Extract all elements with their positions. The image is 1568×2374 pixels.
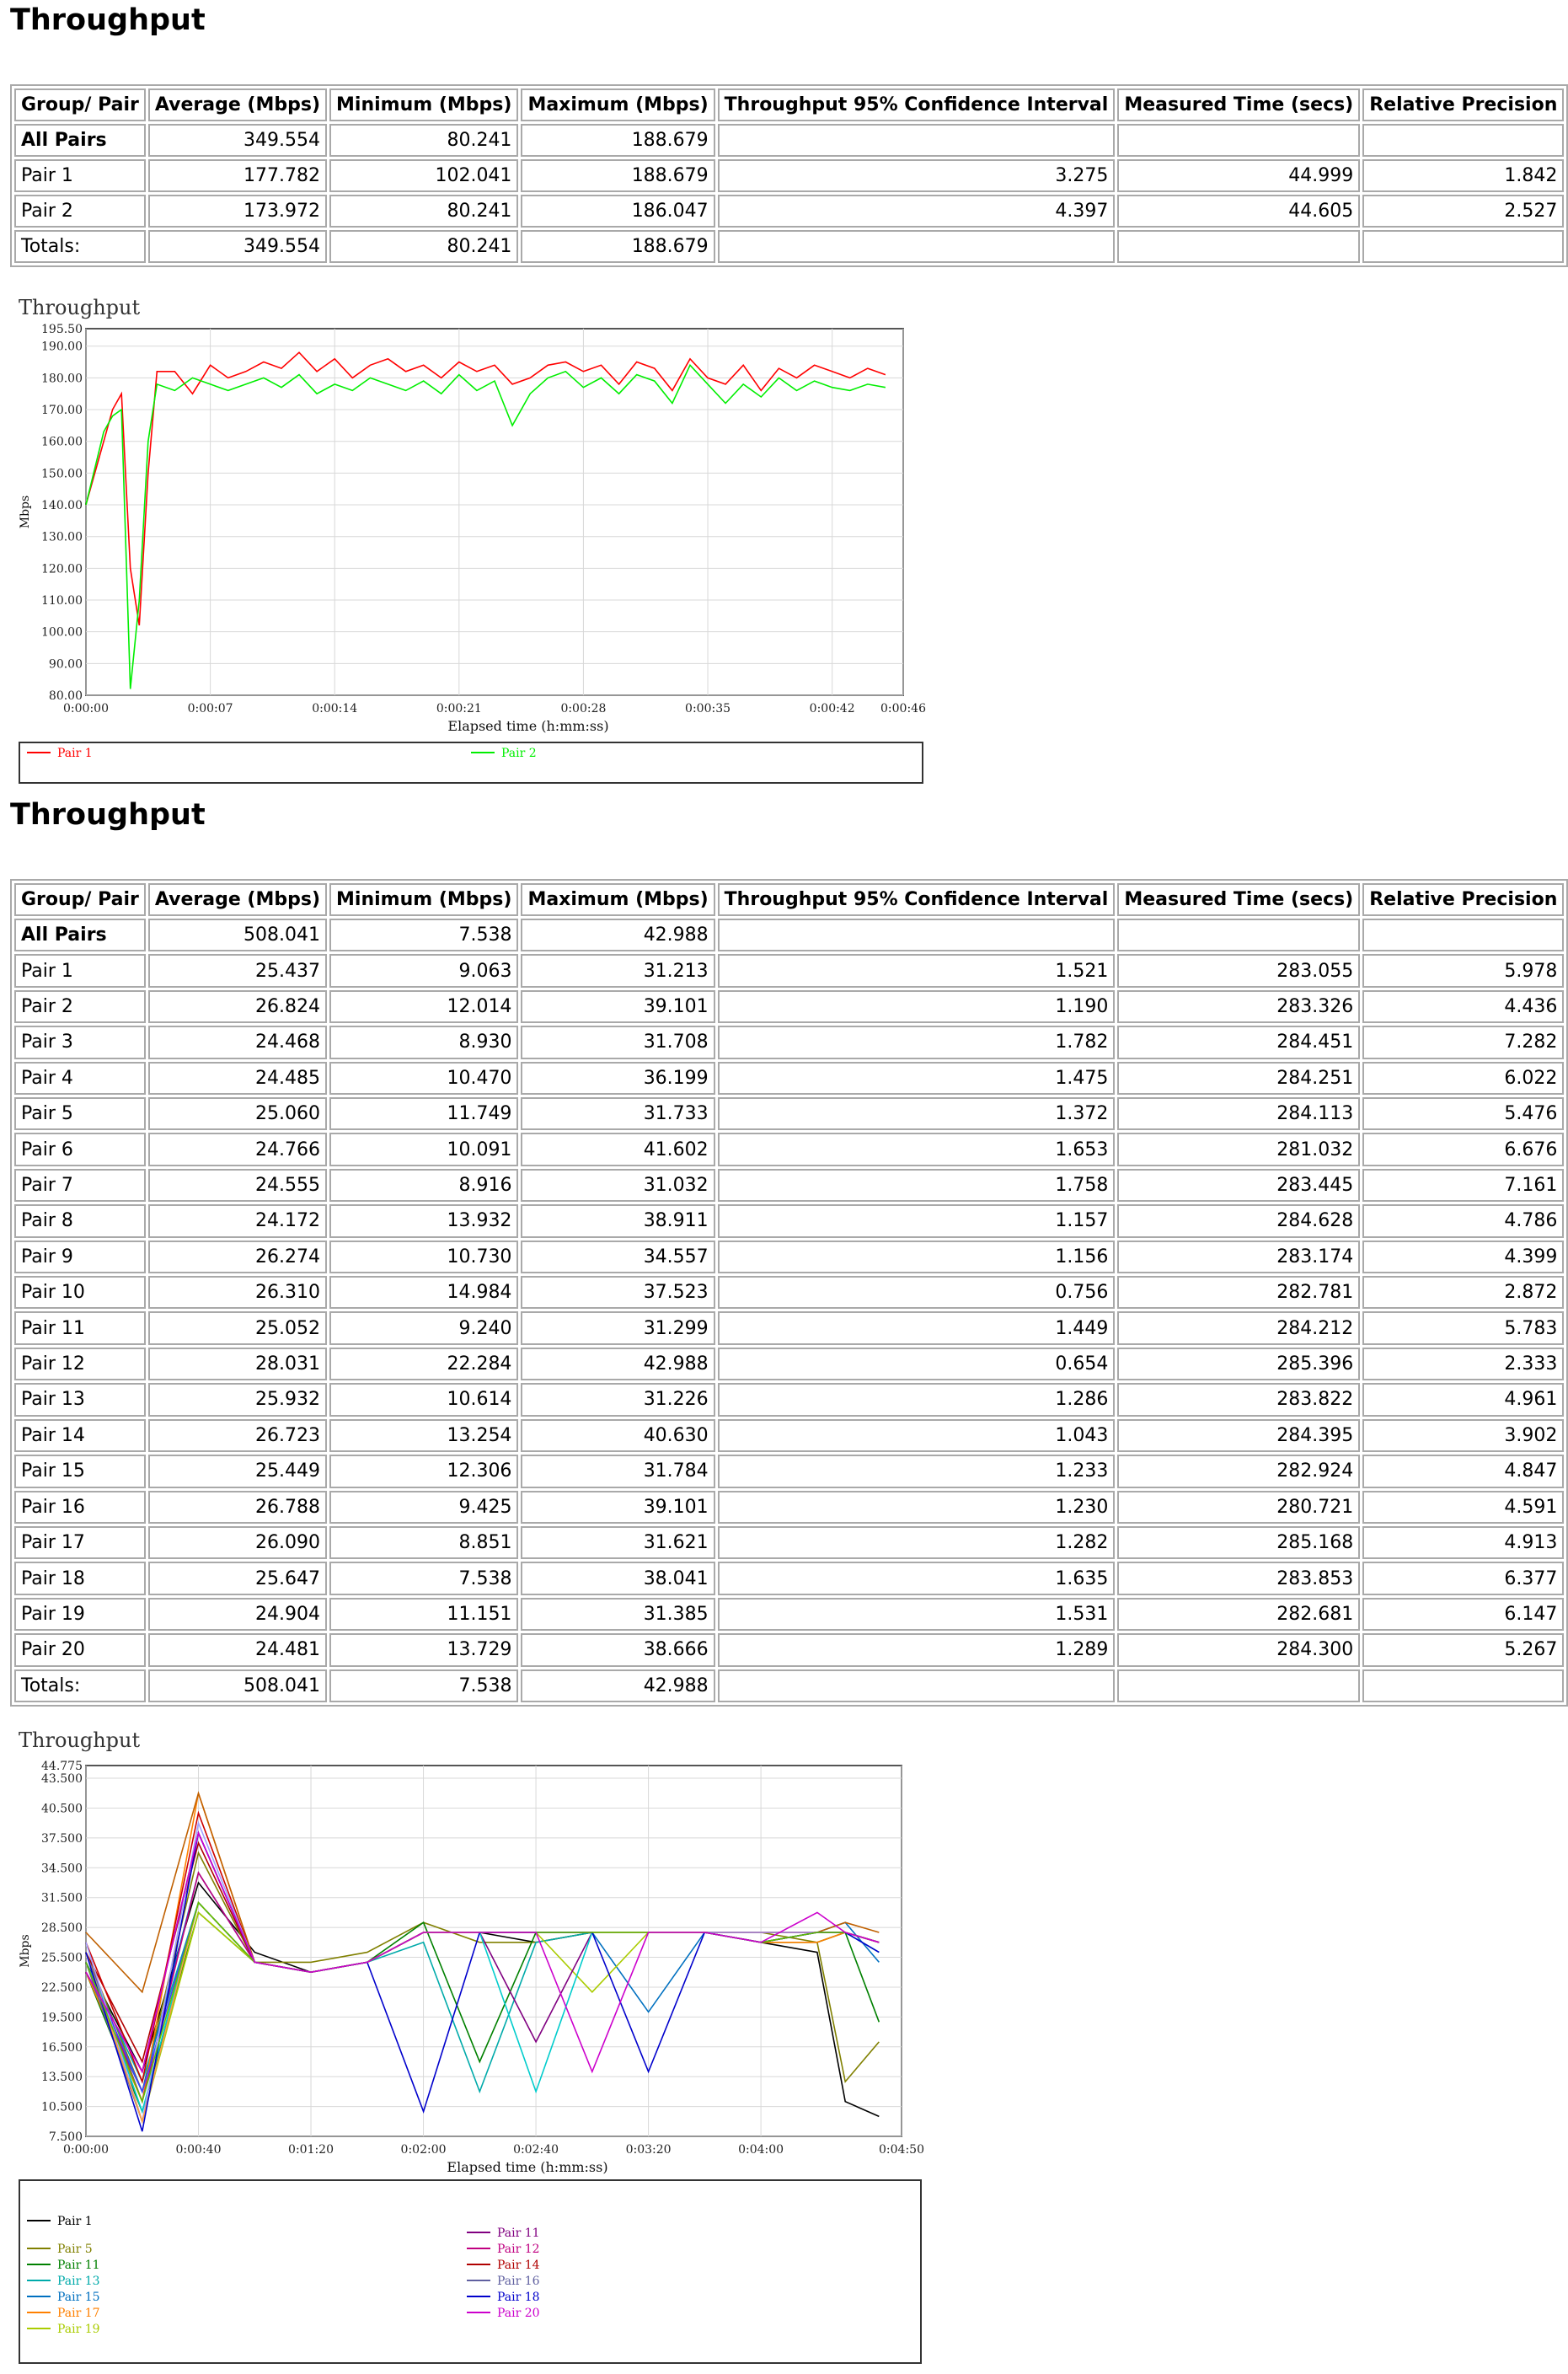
row-label: All Pairs (14, 919, 146, 951)
table-cell: 24.481 (148, 1633, 327, 1666)
y-tick-label: 31.500 (41, 1891, 83, 1905)
table-cell: 42.988 (521, 919, 714, 951)
row-label: Pair 2 (14, 195, 146, 228)
table-cell: 1.653 (718, 1133, 1116, 1166)
y-tick-label: 37.500 (41, 1831, 83, 1846)
table-cell: 282.924 (1117, 1455, 1360, 1487)
table-cell: 284.451 (1117, 1026, 1360, 1058)
table-cell: 4.436 (1362, 990, 1564, 1023)
table-cell: 177.782 (148, 159, 327, 192)
table-cell: 4.913 (1362, 1526, 1564, 1559)
table-cell: 349.554 (148, 124, 327, 157)
table-cell: 7.538 (329, 919, 518, 951)
chart2-legend (19, 2179, 922, 2364)
y-axis-label: Mbps (19, 495, 32, 529)
table-cell: 1.282 (718, 1526, 1116, 1559)
table-cell: 282.781 (1117, 1276, 1360, 1309)
table-row (14, 1633, 1564, 1666)
table-cell: 13.729 (329, 1633, 518, 1666)
table-cell: 31.226 (521, 1383, 714, 1416)
table-cell: 1.190 (718, 990, 1116, 1023)
table-cell: 1.157 (718, 1204, 1116, 1237)
table-cell: 11.749 (329, 1097, 518, 1130)
table-cell: 24.904 (148, 1598, 327, 1631)
table-cell: 1.289 (718, 1633, 1116, 1666)
table-cell: 284.113 (1117, 1097, 1360, 1130)
table-cell: 1.156 (718, 1241, 1116, 1273)
table-cell: 7.161 (1362, 1169, 1564, 1202)
column-header: Measured Time (secs) (1117, 88, 1360, 121)
table-cell: 31.621 (521, 1526, 714, 1559)
table-cell: 1.782 (718, 1026, 1116, 1058)
table-cell: 80.241 (329, 195, 518, 228)
table-cell (718, 919, 1116, 951)
table-cell: 10.614 (329, 1383, 518, 1416)
table-cell (1362, 124, 1564, 157)
table-cell (718, 1669, 1116, 1702)
x-tick-label: 0:04:50 (879, 2143, 924, 2157)
row-label: Pair 9 (14, 1241, 146, 1273)
table-row (14, 1419, 1564, 1452)
y-tick-label: 10.500 (41, 2100, 83, 2114)
x-axis-label: Elapsed time (h:mm:ss) (447, 718, 609, 734)
throughput-chart-1 (0, 291, 935, 784)
table-cell: 283.853 (1117, 1562, 1360, 1594)
row-label: Totals: (14, 230, 146, 263)
results-table-1 (10, 84, 1568, 267)
table-row (14, 124, 1564, 157)
table-cell: 0.654 (718, 1348, 1116, 1380)
table-cell: 1.286 (718, 1383, 1116, 1416)
row-label: Pair 1 (14, 159, 146, 192)
table-row (14, 1491, 1564, 1524)
column-header: Group/ Pair (14, 88, 146, 121)
row-label: All Pairs (14, 124, 146, 157)
x-tick-label: 0:00:00 (63, 702, 109, 715)
y-tick-label: 22.500 (41, 1980, 83, 1995)
column-header: Group/ Pair (14, 883, 146, 916)
table-row (14, 159, 1564, 192)
table-cell: 6.022 (1362, 1062, 1564, 1095)
table-cell: 5.783 (1362, 1311, 1564, 1344)
row-label: Pair 1 (14, 954, 146, 987)
row-label: Pair 3 (14, 1026, 146, 1058)
table-row (14, 230, 1564, 263)
table-row (14, 1598, 1564, 1631)
chart-title: Throughput (19, 296, 141, 319)
table-cell: 284.628 (1117, 1204, 1360, 1237)
table-cell: 24.468 (148, 1026, 327, 1058)
table-cell: 508.041 (148, 919, 327, 951)
legend-label: Pair 1 (57, 747, 93, 760)
table-cell: 22.284 (329, 1348, 518, 1380)
table-cell: 1.043 (718, 1419, 1116, 1452)
table-cell: 9.063 (329, 954, 518, 987)
table-cell: 2.872 (1362, 1276, 1564, 1309)
x-tick-label: 0:00:28 (560, 702, 607, 715)
table-cell: 6.147 (1362, 1598, 1564, 1631)
y-tick-label: 34.500 (41, 1862, 83, 1876)
x-tick-label: 0:00:07 (187, 702, 233, 715)
y-tick-label: 40.500 (41, 1802, 83, 1816)
table-row (14, 954, 1564, 987)
section2-heading: Throughput (10, 798, 206, 832)
table-cell (1117, 919, 1360, 951)
legend-label: Pair 11 (497, 2227, 540, 2240)
table-cell: 5.978 (1362, 954, 1564, 987)
table-cell: 8.851 (329, 1526, 518, 1559)
column-header: Maximum (Mbps) (521, 88, 714, 121)
table-cell: 10.730 (329, 1241, 518, 1273)
row-label: Pair 2 (14, 990, 146, 1023)
table-cell: 10.091 (329, 1133, 518, 1166)
table-cell: 39.101 (521, 990, 714, 1023)
table-row (14, 1311, 1564, 1344)
x-tick-label: 0:03:20 (625, 2143, 672, 2157)
row-label: Pair 20 (14, 1633, 146, 1666)
column-header: Throughput 95% Confidence Interval (718, 883, 1116, 916)
y-top-label: 44.775 (41, 1760, 83, 1773)
table-row (14, 1348, 1564, 1380)
table-cell: 188.679 (521, 159, 714, 192)
y-tick-label: 19.500 (41, 2011, 83, 2025)
table-cell: 41.602 (521, 1133, 714, 1166)
table-cell: 2.527 (1362, 195, 1564, 228)
legend-label: Pair 17 (57, 2307, 100, 2320)
table-cell: 283.174 (1117, 1241, 1360, 1273)
table-row (14, 1062, 1564, 1095)
x-tick-label: 0:01:20 (288, 2143, 334, 2157)
table-cell: 36.199 (521, 1062, 714, 1095)
legend-label: Pair 18 (497, 2291, 540, 2304)
legend-label: Pair 14 (497, 2259, 540, 2272)
column-header: Throughput 95% Confidence Interval (718, 88, 1116, 121)
table-cell: 4.591 (1362, 1491, 1564, 1524)
table-cell: 285.396 (1117, 1348, 1360, 1380)
table-cell (1362, 1669, 1564, 1702)
y-tick-label: 190.00 (41, 340, 83, 354)
table-cell: 1.531 (718, 1598, 1116, 1631)
table-row (14, 195, 1564, 228)
section1-heading: Throughput (10, 3, 206, 37)
column-header: Maximum (Mbps) (521, 883, 714, 916)
row-label: Pair 11 (14, 1311, 146, 1344)
table-cell: 4.786 (1362, 1204, 1564, 1237)
row-label: Pair 13 (14, 1383, 146, 1416)
legend-label: Pair 2 (501, 747, 537, 760)
table-cell: 11.151 (329, 1598, 518, 1631)
table-row (14, 1455, 1564, 1487)
table-cell: 37.523 (521, 1276, 714, 1309)
table-cell: 5.476 (1362, 1097, 1564, 1130)
table-cell: 3.275 (718, 159, 1116, 192)
table-cell: 6.676 (1362, 1133, 1564, 1166)
table-cell (718, 230, 1116, 263)
x-tick-label: 0:00:46 (880, 702, 926, 715)
y-top-label: 195.50 (41, 323, 83, 336)
table-cell: 13.932 (329, 1204, 518, 1237)
column-header: Minimum (Mbps) (329, 883, 518, 916)
table-cell: 13.254 (329, 1419, 518, 1452)
table-cell: 31.032 (521, 1169, 714, 1202)
table-cell: 12.306 (329, 1455, 518, 1487)
table-cell: 284.251 (1117, 1062, 1360, 1095)
table-cell: 8.930 (329, 1026, 518, 1058)
y-tick-label: 43.500 (41, 1772, 83, 1787)
row-label: Pair 12 (14, 1348, 146, 1380)
chart1-legend-svg (20, 743, 922, 782)
column-header: Measured Time (secs) (1117, 883, 1360, 916)
table-cell: 10.470 (329, 1062, 518, 1095)
table-row (14, 1097, 1564, 1130)
row-label: Pair 19 (14, 1598, 146, 1631)
table-cell: 102.041 (329, 159, 518, 192)
column-header: Minimum (Mbps) (329, 88, 518, 121)
legend-label: Pair 15 (57, 2291, 100, 2304)
table-cell: 26.723 (148, 1419, 327, 1452)
table-cell: 1.372 (718, 1097, 1116, 1130)
table-cell: 2.333 (1362, 1348, 1564, 1380)
table-cell (1117, 1669, 1360, 1702)
table-cell: 283.055 (1117, 954, 1360, 987)
table-row (14, 1562, 1564, 1594)
table-row (14, 1169, 1564, 1202)
y-tick-label: 180.00 (41, 372, 83, 386)
x-tick-label: 0:00:14 (312, 702, 358, 715)
chart2-area (0, 1723, 935, 2178)
table-row (14, 919, 1564, 951)
y-tick-label: 170.00 (41, 404, 83, 418)
table-row (14, 1241, 1564, 1273)
table-cell: 80.241 (329, 230, 518, 263)
table-cell (1362, 919, 1564, 951)
table-cell: 38.041 (521, 1562, 714, 1594)
legend-label: Pair 5 (57, 2243, 93, 2256)
table-cell: 12.014 (329, 990, 518, 1023)
legend-label: Pair 16 (497, 2275, 540, 2288)
chart1-legend (19, 742, 923, 784)
y-tick-label: 150.00 (41, 467, 83, 481)
results-table-2 (10, 879, 1568, 1707)
table-cell: 1.233 (718, 1455, 1116, 1487)
table-cell: 31.733 (521, 1097, 714, 1130)
y-tick-label: 110.00 (41, 594, 83, 608)
table-cell: 28.031 (148, 1348, 327, 1380)
table-cell: 44.999 (1117, 159, 1360, 192)
table-cell: 1.230 (718, 1491, 1116, 1524)
table-cell: 31.708 (521, 1026, 714, 1058)
column-header: Average (Mbps) (148, 883, 327, 916)
legend-label: Pair 1 (57, 2215, 93, 2228)
table-cell (1117, 230, 1360, 263)
table-cell: 25.449 (148, 1455, 327, 1487)
y-tick-label: 25.500 (41, 1951, 83, 1965)
table-cell: 1.449 (718, 1311, 1116, 1344)
table-cell: 1.475 (718, 1062, 1116, 1095)
table-cell: 1.521 (718, 954, 1116, 987)
table-cell (1117, 124, 1360, 157)
chart1-area (0, 291, 935, 784)
y-tick-label: 13.500 (41, 2071, 83, 2085)
table-row (14, 1669, 1564, 1702)
x-tick-label: 0:00:35 (685, 702, 731, 715)
table-cell: 26.824 (148, 990, 327, 1023)
table-cell: 44.605 (1117, 195, 1360, 228)
table-cell: 4.847 (1362, 1455, 1564, 1487)
y-tick-label: 100.00 (41, 625, 83, 640)
table-cell: 5.267 (1362, 1633, 1564, 1666)
column-header: Relative Precision (1362, 88, 1564, 121)
y-tick-label: 80.00 (48, 689, 83, 703)
legend-label: Pair 11 (57, 2259, 100, 2272)
y-axis-label: Mbps (19, 1934, 32, 1968)
table-cell: 34.557 (521, 1241, 714, 1273)
chart-title: Throughput (19, 1728, 141, 1752)
table-row (14, 1026, 1564, 1058)
row-label: Pair 15 (14, 1455, 146, 1487)
table-cell: 31.385 (521, 1598, 714, 1631)
table-cell: 9.240 (329, 1311, 518, 1344)
table-cell: 4.399 (1362, 1241, 1564, 1273)
table-cell: 282.681 (1117, 1598, 1360, 1631)
table-cell: 25.932 (148, 1383, 327, 1416)
table-row (14, 990, 1564, 1023)
column-header: Average (Mbps) (148, 88, 327, 121)
table-cell: 8.916 (329, 1169, 518, 1202)
table-cell: 6.377 (1362, 1562, 1564, 1594)
row-label: Pair 7 (14, 1169, 146, 1202)
column-header: Relative Precision (1362, 883, 1564, 916)
table-cell: 24.172 (148, 1204, 327, 1237)
table-cell: 7.282 (1362, 1026, 1564, 1058)
table-cell: 7.538 (329, 1669, 518, 1702)
table-cell: 31.299 (521, 1311, 714, 1344)
table-cell: 24.555 (148, 1169, 327, 1202)
table-cell: 1.635 (718, 1562, 1116, 1594)
row-label: Pair 5 (14, 1097, 146, 1130)
table-cell: 38.666 (521, 1633, 714, 1666)
table-cell: 26.090 (148, 1526, 327, 1559)
table-cell: 284.300 (1117, 1633, 1360, 1666)
legend-label: Pair 12 (497, 2243, 540, 2256)
table-cell: 24.766 (148, 1133, 327, 1166)
y-tick-label: 120.00 (41, 562, 83, 576)
x-axis-label: Elapsed time (h:mm:ss) (447, 2159, 608, 2175)
table-cell: 349.554 (148, 230, 327, 263)
table-row (14, 1526, 1564, 1559)
x-tick-label: 0:00:00 (63, 2143, 109, 2157)
table-cell: 25.437 (148, 954, 327, 987)
x-tick-label: 0:00:42 (809, 702, 855, 715)
x-tick-label: 0:00:21 (436, 702, 482, 715)
legend-label: Pair 19 (57, 2323, 100, 2336)
x-tick-label: 0:00:40 (175, 2143, 222, 2157)
table-cell: 24.485 (148, 1062, 327, 1095)
table-cell: 42.988 (521, 1669, 714, 1702)
table-cell: 40.630 (521, 1419, 714, 1452)
table-cell: 4.397 (718, 195, 1116, 228)
table-cell: 284.212 (1117, 1311, 1360, 1344)
table-cell: 285.168 (1117, 1526, 1360, 1559)
table-cell: 14.984 (329, 1276, 518, 1309)
legend-label: Pair 20 (497, 2307, 540, 2320)
x-tick-label: 0:02:40 (513, 2143, 559, 2157)
table-cell: 31.213 (521, 954, 714, 987)
y-tick-label: 7.500 (48, 2130, 83, 2144)
table-cell: 188.679 (521, 124, 714, 157)
row-label: Totals: (14, 1669, 146, 1702)
row-label: Pair 17 (14, 1526, 146, 1559)
table-cell: 188.679 (521, 230, 714, 263)
table-cell: 508.041 (148, 1669, 327, 1702)
table-row (14, 1276, 1564, 1309)
table-cell (1362, 230, 1564, 263)
table-cell: 26.274 (148, 1241, 327, 1273)
table-cell: 3.902 (1362, 1419, 1564, 1452)
row-label: Pair 16 (14, 1491, 146, 1524)
table-cell: 186.047 (521, 195, 714, 228)
table-row (14, 1383, 1564, 1416)
table-cell: 173.972 (148, 195, 327, 228)
table-cell: 80.241 (329, 124, 518, 157)
table-cell: 42.988 (521, 1348, 714, 1380)
table-cell: 0.756 (718, 1276, 1116, 1309)
table-cell: 38.911 (521, 1204, 714, 1237)
table-cell: 39.101 (521, 1491, 714, 1524)
table-cell: 284.395 (1117, 1419, 1360, 1452)
table-cell: 26.310 (148, 1276, 327, 1309)
table-cell: 25.060 (148, 1097, 327, 1130)
y-tick-label: 16.500 (41, 2040, 83, 2055)
table-cell: 1.842 (1362, 159, 1564, 192)
row-label: Pair 8 (14, 1204, 146, 1237)
table-cell (718, 124, 1116, 157)
row-label: Pair 14 (14, 1419, 146, 1452)
legend-label: Pair 13 (57, 2275, 100, 2288)
table-cell: 283.326 (1117, 990, 1360, 1023)
row-label: Pair 18 (14, 1562, 146, 1594)
table-cell: 280.721 (1117, 1491, 1360, 1524)
table-cell: 9.425 (329, 1491, 518, 1524)
table-cell: 25.052 (148, 1311, 327, 1344)
row-label: Pair 10 (14, 1276, 146, 1309)
table-row (14, 1133, 1564, 1166)
table-cell: 281.032 (1117, 1133, 1360, 1166)
table-cell: 283.822 (1117, 1383, 1360, 1416)
x-tick-label: 0:02:00 (400, 2143, 447, 2157)
y-tick-label: 130.00 (41, 530, 83, 544)
table-cell: 1.758 (718, 1169, 1116, 1202)
throughput-chart-2 (0, 1723, 935, 2178)
table-cell: 283.445 (1117, 1169, 1360, 1202)
table-cell: 7.538 (329, 1562, 518, 1594)
table-cell: 31.784 (521, 1455, 714, 1487)
row-label: Pair 6 (14, 1133, 146, 1166)
y-tick-label: 90.00 (48, 657, 83, 672)
table-row (14, 1204, 1564, 1237)
y-tick-label: 160.00 (41, 435, 83, 449)
x-tick-label: 0:04:00 (738, 2143, 784, 2157)
y-tick-label: 140.00 (41, 499, 83, 513)
table-cell: 25.647 (148, 1562, 327, 1594)
y-tick-label: 28.500 (41, 1921, 83, 1936)
row-label: Pair 4 (14, 1062, 146, 1095)
table-cell: 26.788 (148, 1491, 327, 1524)
chart2-legend-svg (20, 2181, 920, 2362)
table-cell: 4.961 (1362, 1383, 1564, 1416)
